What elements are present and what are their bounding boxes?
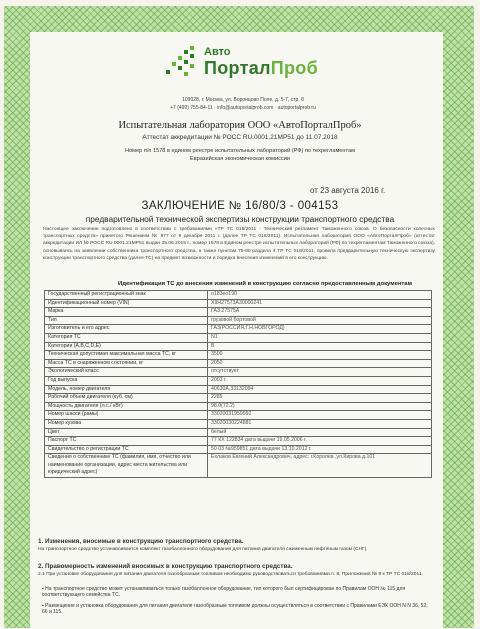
section-2-text: 2.1 При установке оборудования для питания двигателя газообразным топливом необходимо руководствоваться требованиями п. 8, Приложения № 9 к ТР ТС 018/2011.: [38, 572, 423, 577]
table-row: [45, 454, 432, 478]
row-label: Модель, номер двигателя: [45, 385, 208, 394]
table-row: [45, 299, 432, 308]
row-value: отсутствует: [208, 368, 432, 377]
table-row: [45, 445, 432, 454]
row-value: 50 03 №959851 дата выдачи 13.10.2012 г.: [208, 445, 432, 454]
row-value: Х9Н27573А30000241: [208, 299, 432, 308]
row-label: Паспорт ТС: [45, 437, 208, 446]
row-label: Номер шасси (рамы): [45, 411, 208, 420]
row-label: Мощность двигателя (л.с./ кВт): [45, 402, 208, 411]
row-label: Категория ТС: [45, 333, 208, 342]
row-value: 40630А,33132094: [208, 385, 432, 394]
table-row: [45, 325, 432, 334]
table-row: [45, 411, 432, 420]
table-row: [45, 351, 432, 360]
row-label: Масса ТС в снаряженном состоянии, кг: [45, 359, 208, 368]
lab-name: Испытательная лаборатория ООО «АвтоПорталПроб»: [118, 120, 362, 131]
bullet-1: ▪ На транспортное средство может устанавливаться только газобаллонное оборудование, тип которого был сертифицирован по Правилам ООН № 115 для соответствующего семейства ТС.: [42, 586, 406, 598]
row-value: 33020031959992: [208, 411, 432, 420]
vehicle-identification-table: [44, 290, 432, 478]
row-label: Номер кузова: [45, 419, 208, 428]
table-row: [45, 437, 432, 446]
table-row: [45, 385, 432, 394]
table-row: [45, 359, 432, 368]
intro-paragraph: Настоящее заключение подготовлено в соответствии с требованиями «ТР ТС 018/2011 · Технический регламент Таможенного союза. О безопасности колесных транспортных средств» принятого Решением № 877 от 9 декабря 2011 г. (далее ТР ТС 018/2011). Испытательная лаборатория ООО «АвтоПорталПроб» (аттестат аккредитации ИЛ № РОСС RU.0001.21МР51 выдан 25.06.2015 г., номер 1578 в Едином реестре испытательных лабораторий (РФ) по техрегламентам Таможенного союза), основываясь на заявлении собственника транспортного средства, а также пунктам 75-80 раздела 4 ТР ТС 018/2011, провела предварительную техническую экспертизу конструкции транспортного средства (далее ТС) на предмет возможности и порядка внесения изменений в его конструкцию.: [43, 227, 436, 261]
table-row: [45, 428, 432, 437]
table-row: [45, 342, 432, 351]
row-value: ГАЗ 27575А: [208, 308, 432, 317]
row-label: Категории (A,B,C,D,E): [45, 342, 208, 351]
bullet-2: ▪ Размещение и установка оборудования для питания двигателя газообразным топливом должны осуществляться в соответствии с Правилами ЕЭК ООН N N 36, 52, 66 и 115.: [42, 603, 428, 615]
registry-line: Номер п/п 1578 в едином реестре испытательных лабораторий (РФ) по техрегламентам Евразийская экономическая комиссии: [125, 148, 355, 162]
row-label: Изготовитель и его адрес: [45, 325, 208, 334]
table-row: [45, 333, 432, 342]
row-value: 98.0(72.2): [208, 402, 432, 411]
row-label: Государственный регистрационный знак: [45, 291, 208, 300]
row-value: 33020030224881: [208, 419, 432, 428]
row-value: Ехлаков Евгений Александрович, адрес: г.Королев ,ул.Кирова д.101: [208, 454, 432, 478]
row-value: ГАЗ(РОССИЯ,Г.Н.НОВГОРОД): [208, 325, 432, 334]
row-value: белый: [208, 428, 432, 437]
accreditation-line: Аттестат аккредитации № РОСС RU.0001.21МР51 до 11.07.2018: [142, 134, 338, 141]
row-value: N1: [208, 333, 432, 342]
table-row: [45, 316, 432, 325]
table-row: [45, 402, 432, 411]
row-value: В: [208, 342, 432, 351]
document-subtitle: предварительной технической экспертизы конструкции транспортного средства: [85, 214, 395, 224]
row-value: 2003 г.: [208, 376, 432, 385]
row-label: Марка: [45, 308, 208, 317]
section-2-heading: 2. Правомерность изменений вносимых в конструкцию транспортного средства.: [38, 563, 293, 570]
section-1-text: На транспортное средство устанавливается комплект газобаллонного оборудования для питания двигателя сжиженным нефтяным газом (СНГ).: [38, 547, 368, 552]
table-row: [45, 376, 432, 385]
logo-dots-icon: [160, 46, 200, 86]
row-value: о183ео190: [208, 291, 432, 300]
document-date: от 23 августа 2016 г.: [310, 186, 386, 195]
row-label: Рабочий объем двигателя (куб. см): [45, 394, 208, 403]
table-row: [45, 419, 432, 428]
row-value: 3500: [208, 351, 432, 360]
section-1-heading: 1. Изменения, вносимые в конструкцию транспортного средства.: [38, 538, 244, 545]
row-value: 2050: [208, 359, 432, 368]
table-row: [45, 394, 432, 403]
row-label: Сведения о собственнике ТС (фамилия, имя, отчество или наименование организации, адрес места жительства или юридический адрес): [45, 454, 208, 478]
identification-heading: Идентификация ТС до внесения изменений в конструкцию согласно предоставленным документам: [118, 281, 412, 287]
row-label: Идентификационный номер (VIN): [45, 299, 208, 308]
company-logo: [160, 44, 330, 92]
row-value: 77 КХ 122834 дата выдачи 19.05.2006 г.: [208, 437, 432, 446]
row-label: Экологический класс: [45, 368, 208, 377]
row-label: Год выпуска: [45, 376, 208, 385]
row-value: грузовой бортовой: [208, 316, 432, 325]
table-row: [45, 291, 432, 300]
row-label: Цвет: [45, 428, 208, 437]
row-value: 2285: [208, 394, 432, 403]
company-address: 109028, г. Москва, ул. Воронцово Поле, д. 5-7, стр. 8 +7 (499) 755-84-11 · info@autoportalprob.com · autoportalprob.ru: [170, 97, 316, 111]
logo-word-portalprob: ПорталПроб: [204, 58, 319, 78]
row-label: Техническая допустимая максимальная масса ТС, кг: [45, 351, 208, 360]
table-row: [45, 308, 432, 317]
table-row: [45, 368, 432, 377]
row-label: Свидетельство о регистрации ТС: [45, 445, 208, 454]
row-label: Тип: [45, 316, 208, 325]
logo-word-avto: Авто: [204, 46, 231, 58]
document-title: ЗАКЛЮЧЕНИЕ № 16/80/3 - 004153: [141, 200, 339, 212]
